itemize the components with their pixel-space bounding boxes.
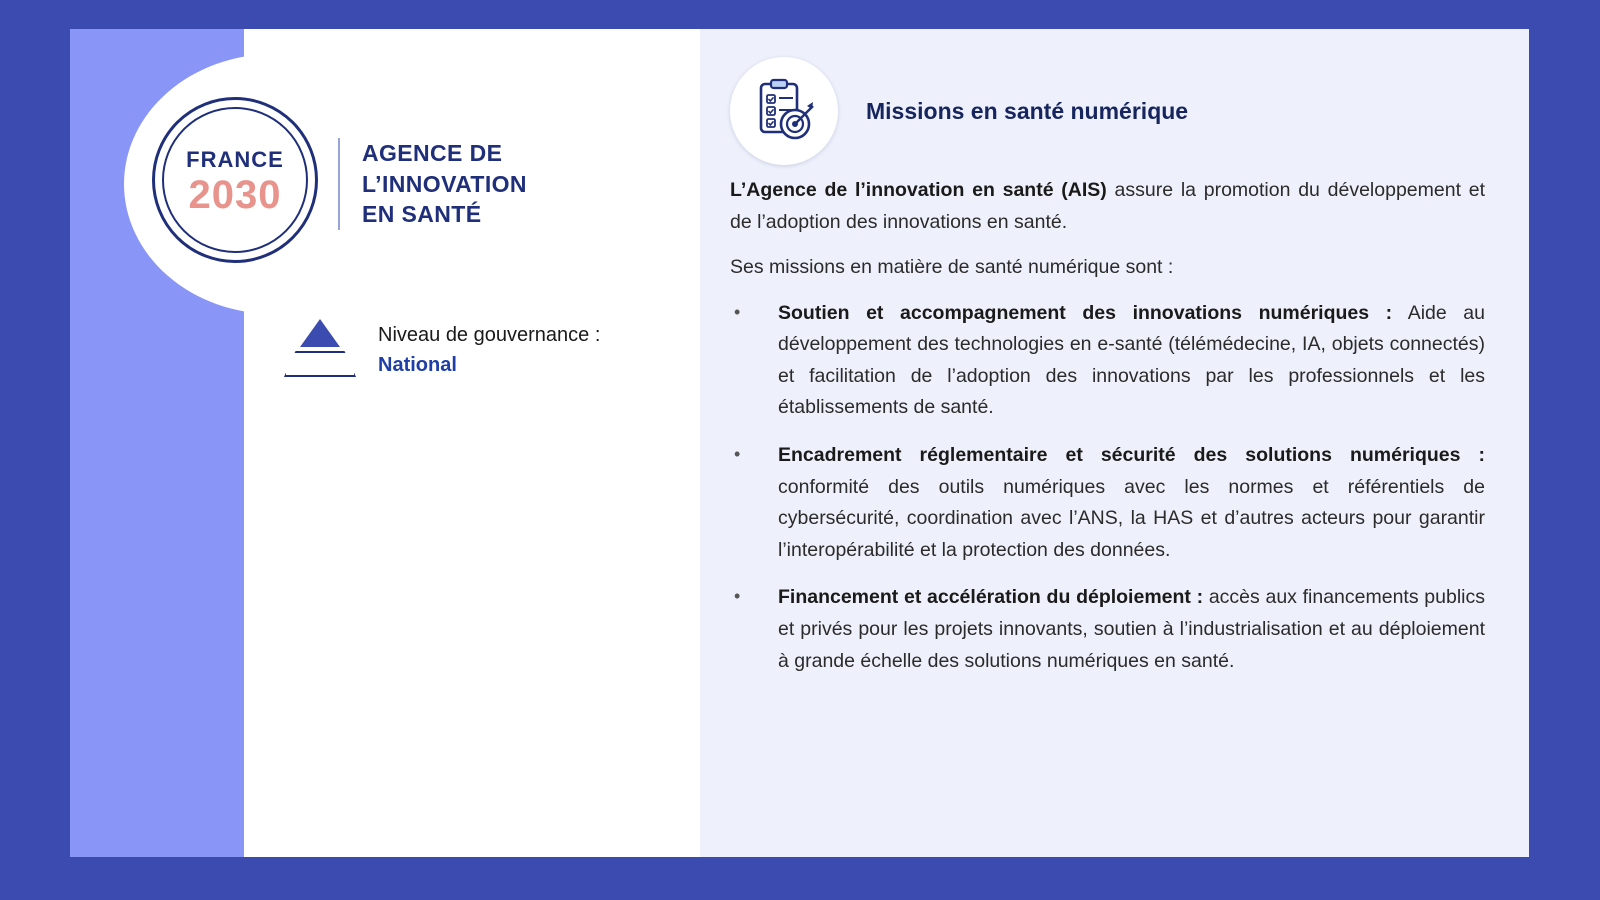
agency-name [362, 138, 527, 229]
governance-text [378, 320, 600, 380]
intro-paragraph [730, 175, 1485, 238]
governance-label: Niveau de gouvernance : [378, 324, 601, 346]
governance-block [284, 319, 600, 381]
panel-header [700, 29, 1529, 165]
sub-intro-paragraph: Ses missions en matière de santé numérique sont : [730, 256, 1174, 279]
logo-column [186, 29, 700, 857]
agency-name-line-2: L’INNOVATION [362, 170, 527, 197]
slide-canvas [70, 29, 1529, 857]
list-item-lead: Soutien et accompagnement des innovations numériques : [778, 301, 1393, 324]
agency-name-line-1: AGENCE DE [362, 140, 503, 167]
list-item [730, 298, 1485, 424]
page-title: Missions en santé numérique [866, 97, 1189, 124]
pyramid-base-icon [284, 351, 356, 377]
brand-divider [338, 138, 340, 230]
clipboard-target-icon [730, 57, 838, 165]
list-item [730, 582, 1485, 677]
list-item-text: Aide au développement des technologies en e-santé (télémédecine, IA, objets connectés) et facilitation de l’adoption des innovations par les professionnels et les établissements de santé. [778, 301, 1485, 419]
list-item-lead: Encadrement réglementaire et sécurité des solutions numériques : [778, 444, 1485, 467]
intro-strong: L’Agence de l’innovation en santé (AIS) [730, 179, 1107, 201]
list-item [730, 440, 1485, 566]
content-panel [700, 29, 1529, 857]
missions-list [730, 298, 1485, 677]
agency-name-line-3: EN SANTÉ [362, 201, 482, 228]
year-label: 2030 [188, 173, 282, 217]
governance-value: National [378, 354, 457, 376]
france-label: FRANCE [186, 147, 284, 172]
list-item-text: conformité des outils numériques avec les normes et référentiels de cybersécurité, coordination avec l’ANS, la HAS et d’autres acteurs pour garantir l’interopérabilité et la protection des données. [778, 475, 1485, 561]
list-item-lead: Financement et accélération du déploiement : [778, 586, 1204, 609]
intro-rest: assure la promotion du développement et de l’adoption des innovations en santé. [730, 179, 1485, 233]
france-2030-logo [144, 89, 334, 279]
pyramid-icon [284, 319, 356, 381]
brand-lockup [144, 89, 527, 279]
pyramid-top-icon [300, 319, 340, 347]
panel-body [700, 165, 1529, 677]
list-item-text: accès aux financements publics et privés pour les projets innovants, soutien à l’industrialisation et au déploiement à grande échelle des solutions numériques en santé. [778, 586, 1486, 672]
